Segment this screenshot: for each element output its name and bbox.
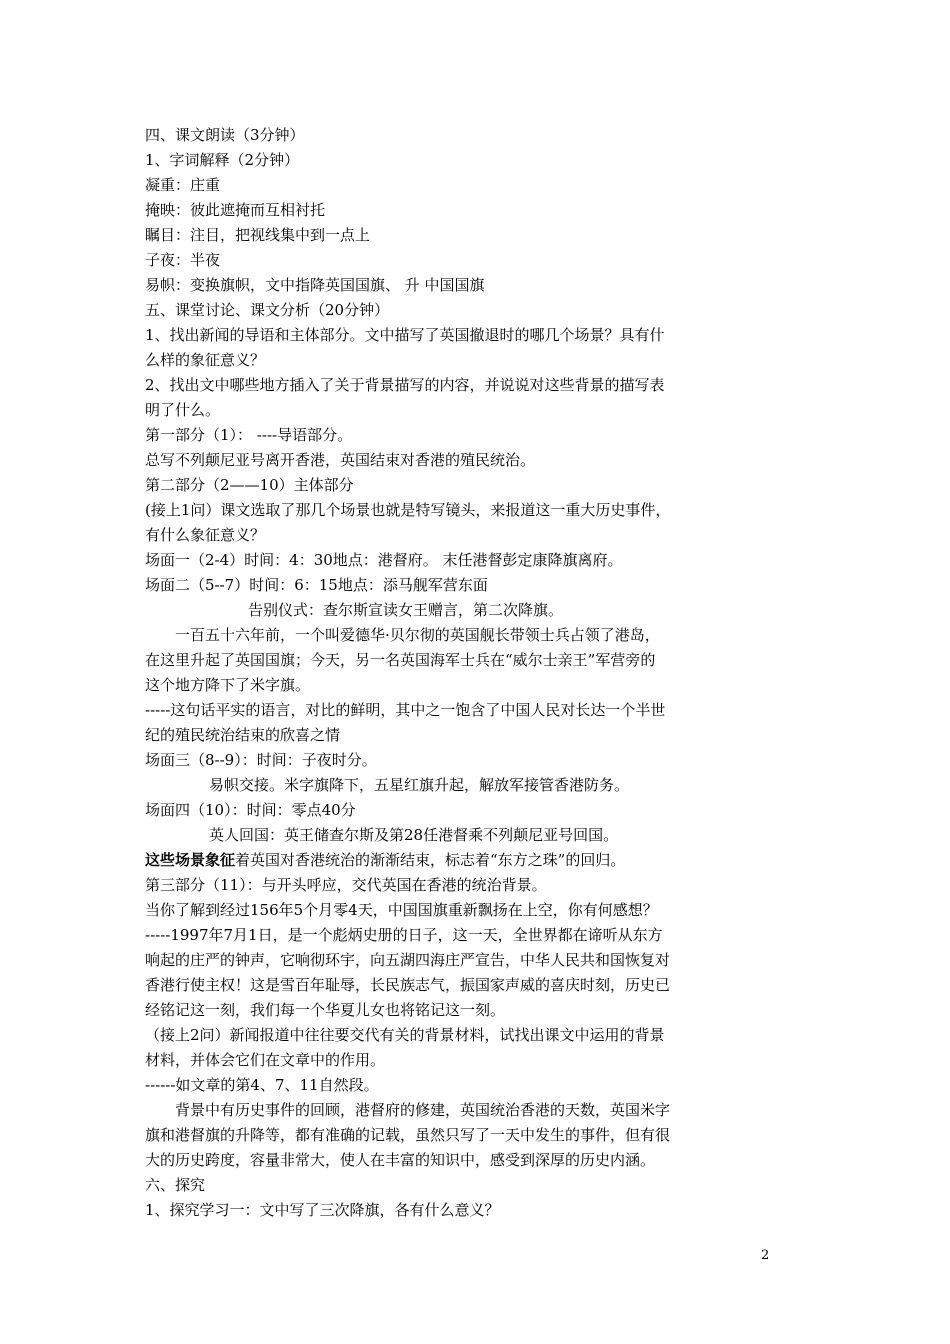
scene-item: 场面一（2-4）时间：4：30地点：港督府。 末任港督彭定康降旗离府。: [145, 551, 623, 569]
paragraph-text: 一百五十六年前，一个叫爱德华·贝尔彻的英国舰长带领士兵占领了港岛，: [175, 626, 660, 644]
paragraph-text: 经铭记这一刻，我们每一个华夏儿女也将铭记这一刻。: [145, 1001, 506, 1019]
paragraph-text: 这个地方降下了米字旗。: [145, 676, 311, 694]
symbolism-summary: [145, 848, 730, 873]
question-text: 1、探究学习一：文中写了三次降旗，各有什么意义？: [145, 1201, 500, 1219]
part-heading: 第一部分（1）： ----导语部分。: [145, 426, 353, 444]
question-text: （接上2问）新闻报道中往往要交代有关的背景材料，试找出课文中运用的背景: [145, 1026, 665, 1044]
question-text: 2、找出文中哪些地方插入了关于背景描写的内容，并说说对这些背景的描写表: [145, 376, 665, 394]
summary-text: 着英国对香港统治的渐渐结束，标志着“东方之珠”的回归。: [235, 851, 626, 869]
scene-detail: 易帜交接。米字旗降下，五星红旗升起，解放军接管香港防务。: [209, 776, 630, 794]
question-text: (接上1问）课文选取了那几个场景也就是特写镜头，来报道这一重大历史事件，: [145, 501, 671, 519]
document-body: [145, 123, 730, 1223]
scene-detail: 英人回国：英王储查尔斯及第28任港督乘不列颠尼亚号回国。: [209, 826, 619, 844]
page-number: 2: [761, 1248, 770, 1263]
vocab-item: 易帜：变换旗帜，文中指降英国国旗、 升 中国国旗: [145, 276, 485, 294]
paragraph-text: ------如文章的第4、7、11自然段。: [145, 1076, 379, 1094]
scene-item: 场面二（5--7）时间：6：15地点：添马舰军营东面: [145, 576, 488, 594]
section-heading-reading: 四、课文朗读（3分钟）: [145, 126, 305, 144]
scene-detail: 告别仪式：查尔斯宣读女王赠言，第二次降旗。: [248, 601, 564, 619]
paragraph-text: 背景中有历史事件的回顾，港督府的修建，英国统治香港的天数，英国米字: [175, 1101, 671, 1119]
section-heading-exploration: 六、探究: [145, 1176, 206, 1194]
question-text: 么样的象征意义？: [145, 351, 266, 369]
paragraph-text: 大的历史跨度，容量非常大，使人在丰富的知识中，感受到深厚的历史内涵。: [145, 1151, 656, 1169]
question-text: 明了什么。: [145, 401, 221, 419]
vocab-item: 瞩目：注目，把视线集中到一点上: [145, 226, 371, 244]
paragraph-text: 香港行使主权！这是雪百年耻辱，长民族志气，振国家声威的喜庆时刻，历史已: [145, 976, 671, 994]
subheading-vocabulary: 1、字词解释（2分钟）: [145, 151, 300, 169]
paragraph-text: 纪的殖民统治结束的欣喜之情: [145, 726, 341, 744]
section-heading-discussion: 五、课堂讨论、课文分析（20分钟）: [145, 301, 390, 319]
question-text: 当你了解到经过156年5个月零4天，中国国旗重新飘扬在上空，你有何感想？: [145, 901, 658, 919]
vocab-item: 掩映：彼此遮掩而互相衬托: [145, 201, 326, 219]
paragraph-text: -----这句话平实的语言，对比的鲜明，其中之一饱含了中国人民对长达一个半世: [145, 701, 666, 719]
paragraph-text: 在这里升起了英国国旗；今天，另一名英国海军士兵在“威尔士亲王”军营旁的: [145, 651, 656, 669]
question-text: 1、找出新闻的导语和主体部分。文中描写了英国撤退时的哪几个场景？具有什: [145, 326, 665, 344]
bold-lead-text: 这些场景象征: [145, 851, 236, 869]
paragraph-text: 旗和港督旗的升降等，都有准确的记载，虽然只写了一天中发生的事件，但有很: [145, 1126, 671, 1144]
paragraph-text: 总写不列颠尼亚号离开香港，英国结束对香港的殖民统治。: [145, 451, 536, 469]
scene-item: 场面三（8--9）：时间：子夜时分。: [145, 751, 377, 769]
part-heading: 第三部分（11）：与开头呼应，交代英国在香港的统治背景。: [145, 876, 547, 894]
part-heading: 第二部分（2——10）主体部分: [145, 476, 354, 494]
question-text: 材料，并体会它们在文章中的作用。: [145, 1051, 386, 1069]
paragraph-text: 响起的庄严的钟声，它响彻环宇，向五湖四海庄严宣告，中华人民共和国恢复对: [145, 951, 671, 969]
vocab-item: 子夜：半夜: [145, 251, 221, 269]
paragraph-text: -----1997年7月1日，是一个彪炳史册的日子，这一天，全世界都在谛听从东方: [145, 926, 663, 944]
question-text: 有什么象征意义？: [145, 526, 266, 544]
scene-item: 场面四（10）：时间：零点40分: [145, 801, 356, 819]
vocab-item: 凝重：庄重: [145, 176, 221, 194]
